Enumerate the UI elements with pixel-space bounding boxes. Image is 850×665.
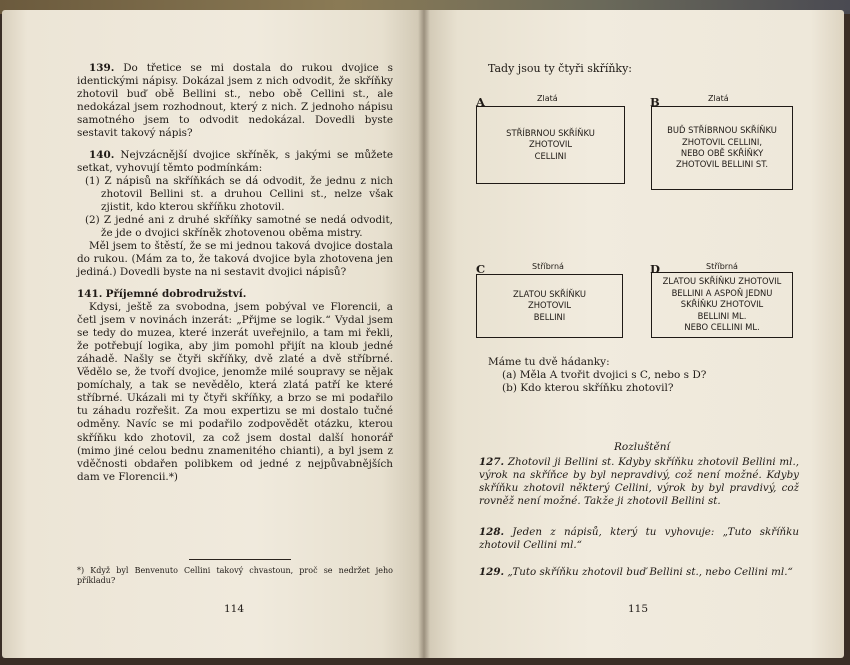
box-c-metal: Stříbrná	[532, 262, 564, 271]
left-page-text	[77, 62, 393, 484]
inscription-text: STŘÍBRNOU SKŘÍŇKU ZHOTOVIL CELLINI	[506, 127, 595, 161]
box-b-letter: B	[650, 95, 660, 109]
box-a-letter: A	[476, 95, 485, 109]
box-c-inscription	[476, 274, 623, 338]
solution-number: 127.	[479, 456, 505, 468]
problem-number: 139.	[89, 62, 115, 74]
solution-129	[479, 566, 799, 579]
problem-141-text: Kdysi, ještě za svobodna, jsem pobýval ve Florencii, a četl jsem v novinách inzerát: „Přijme se logik.“ Vydal jsem se tedy do muzea, které inzerát uveřejnilo, a tam mi řekli, že potřebují logika, aby jim pomohl přijít na kloub jedné záhadě. Našly se čtyři skříňky, dvě zlaté a dvě stříbrné. Vědělo se, že tvoří dvojice, jenomže milé soupravy se nějak pomíchaly, a tak se nevědělo, která zlatá patří ke které stříbrné. Ukázali mi ty čtyři skříňky, a brzo se mi podařilo tu záhadu rozřešit. Za mou expertizu se mi dostalo tučné odměny. Navíc se mi podařilo zodpovědět otázku, kterou skříňku kdo zhotovil, za což jsem dostal další honorář (mimo jiné celou bednu znamenitého chianti), a byl jsem z vděčnosti obdařen polibkem od jedné z nejpůvabnějších dam ve Florencii.*)	[77, 300, 393, 483]
condition-item: (1) Z nápisů na skříňkách se dá odvodit, že jednu z nich zhotovil Bellini st. a druhou Cellini st., nelze však zjistit, kdo kterou skříňku zhotovil.	[85, 174, 393, 213]
inscription-text: ZLATOU SKŘÍŇKU ZHOTOVIL BELLINI A ASPOŇ JEDNU SKŘÍŇKU ZHOTOVIL BELLINI ML. NEBO CELLINI ML.	[662, 276, 782, 333]
box-d-letter: D	[650, 262, 660, 276]
problem-140-closing: Měl jsem to štěstí, že se mi jednou taková dvojice dostala do rukou. (Mám za to, že taková dvojice byla zhotovena jen jediná.) Dovedli byste na ni sestavit dvojici nápisů?	[77, 240, 393, 279]
solution-heading: Rozluštění	[614, 441, 670, 453]
solution-128	[479, 526, 799, 552]
problem-title: Příjemné dobrodružství.	[105, 287, 247, 300]
box-a-metal: Zlatá	[537, 94, 558, 103]
problem-141-heading	[77, 288, 393, 301]
problem-140	[77, 149, 393, 175]
solution-127	[479, 456, 799, 508]
puzzles-intro: Máme tu dvě hádanky:	[488, 356, 610, 368]
box-c-letter: C	[476, 262, 486, 276]
book-gutter	[418, 10, 430, 658]
condition-list	[77, 175, 393, 240]
solution-text: Zhotovil ji Bellini st. Kdyby skříňku zhotovil Bellini ml., výrok na skříňce by byl nepravdivý, což není možné. Kdyby skříňku zhotovil některý Cellini, výrok by byl pravdivý, což rovněž není možné. Takže ji zhotovil Bellini st.	[479, 456, 799, 507]
problem-139	[77, 62, 393, 141]
problem-text: Nejvzácnější dvojice skříněk, s jakými se můžete setkat, vyhovují těmto podmínkám:	[77, 148, 393, 174]
box-b-metal: Zlatá	[708, 94, 729, 103]
problem-number: 141.	[77, 287, 103, 300]
puzzle-question: (a) Měla A tvořit dvojici s C, nebo s D?	[502, 369, 707, 381]
condition-item: (2) Z jedné ani z druhé skříňky samotné se nedá odvodit, že jde o dvojici skříněk zhotovenou oběma mistry.	[85, 214, 393, 240]
box-a-inscription	[476, 106, 625, 184]
solution-text: Jeden z nápisů, který tu vyhovuje: „Tuto skříňku zhotovil Cellini ml.“	[479, 526, 799, 551]
box-b-inscription	[651, 106, 793, 190]
boxes-intro: Tady jsou ty čtyři skříňky:	[488, 62, 633, 75]
box-d-metal: Stříbrná	[706, 262, 738, 271]
solution-number: 129.	[479, 566, 505, 578]
footnote: *) Když byl Benvenuto Cellini takový chvastoun, proč se nedržet jeho příkladu?	[77, 566, 393, 586]
inscription-text: ZLATOU SKŘÍŇKU ZHOTOVIL BELLINI	[513, 288, 586, 322]
left-page	[2, 10, 424, 658]
right-page	[424, 10, 844, 658]
puzzle-question: (b) Kdo kterou skříňku zhotovil?	[502, 382, 674, 394]
page-number-right: 115	[628, 603, 649, 615]
box-d-inscription	[651, 272, 793, 338]
problem-text: Do třetice se mi dostala do rukou dvojice s identickými nápisy. Dokázal jsem z nich odvodit, že skříňky zhotovil buď obě Bellini st., nebo obě Cellini st., ale nedokázal jsem rozhodnout, který z nich. Z jednoho nápisu samotného jsem to odvodit nedokázal. Dovedli byste sestavit takový nápis?	[77, 62, 393, 140]
footnote-divider	[189, 559, 291, 560]
page-number-left: 114	[224, 603, 245, 615]
solution-text: „Tuto skříňku zhotovil buď Bellini st., nebo Cellini ml.“	[507, 566, 793, 578]
inscription-text: BUĎ STŘÍBRNOU SKŘÍŇKU ZHOTOVIL CELLINI, NEBO OBĚ SKŘÍŇKY ZHOTOVIL BELLINI ST.	[667, 125, 777, 170]
puzzle-questions	[488, 356, 706, 395]
solution-number: 128.	[479, 526, 505, 538]
problem-number: 140.	[89, 148, 115, 161]
